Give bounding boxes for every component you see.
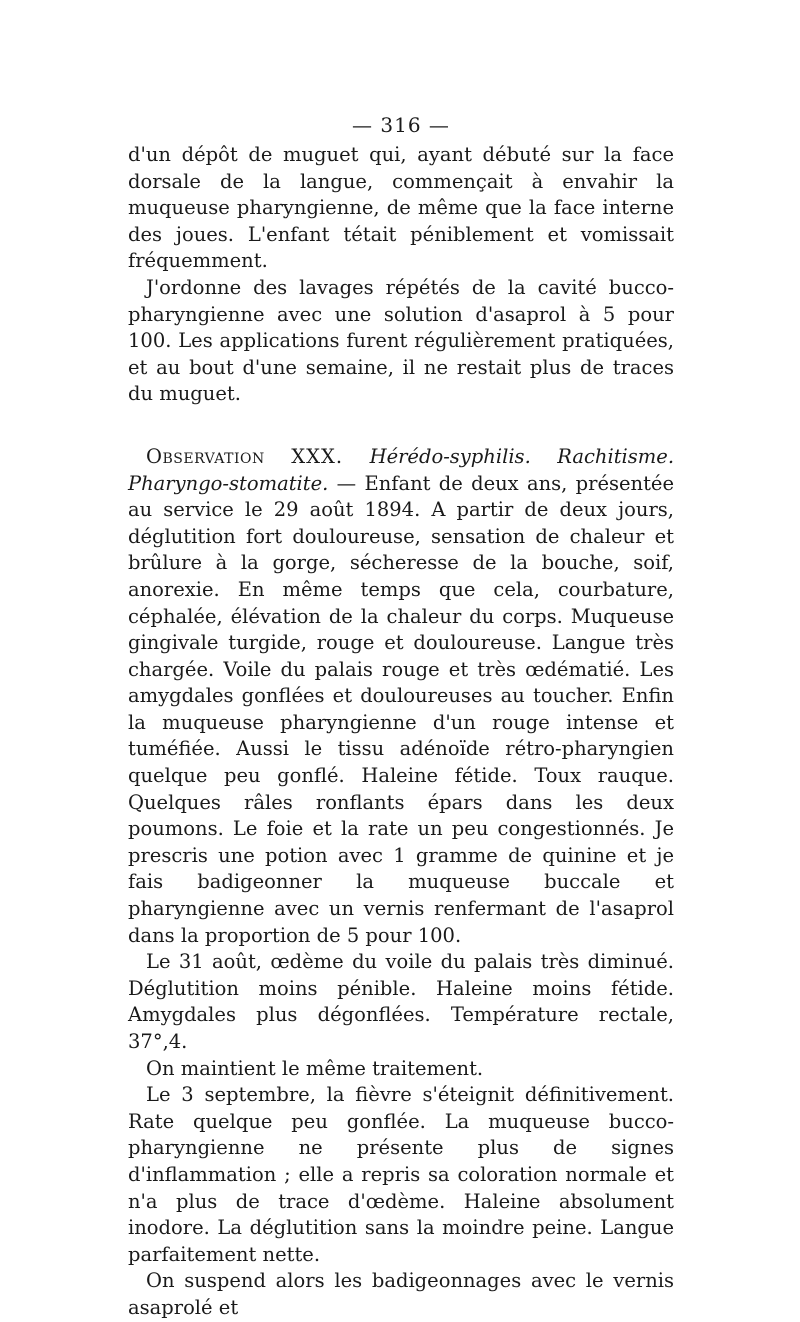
- page-number: — 316 —: [352, 113, 450, 137]
- paragraph-final: On suspend alors les badigeonnages avec le vernis asaprolé et: [128, 1269, 674, 1319]
- observation-number: XXX.: [291, 444, 344, 468]
- section-gap: [128, 408, 674, 444]
- paragraph-31-aout: Le 31 août, œdème du voile du palais très diminué. Déglutition moins pénible. Haleine moins fétide. Amygdales plus dégonflées. Température rectale, 37°,4.: [128, 950, 674, 1053]
- paragraph-3-septembre: Le 3 septembre, la fièvre s'éteignit définitivement. Rate quelque peu gonflée. La muqueuse bucco-pharyngienne ne présente plus de signes d'inflammation ; elle a repris sa coloration normale et n'a plus de trace d'œdème. Haleine absolument inodore. La déglutition sans la moindre peine. Langue parfaitement nette.: [128, 1083, 674, 1266]
- paragraph-continuation: d'un dépôt de muguet qui, ayant débuté sur la face dorsale de la langue, commençait à envahir la muqueuse pharyngienne, de même que la face interne des joues. L'enfant tétait péniblement et vomissait fréquemment.: [128, 143, 674, 273]
- observation-paragraph: [128, 444, 674, 949]
- book-page: [128, 112, 674, 1322]
- observation-title: Hérédo-syphilis. Rachitisme. Pharyngo-stomatite.: [128, 444, 675, 495]
- observation-label: Observation: [146, 444, 265, 468]
- paragraph-traitement: On maintient le même traitement.: [146, 1056, 484, 1080]
- paragraph-asaprol-treatment: J'ordonne des lavages répétés de la cavité bucco-pharyngienne avec une solution d'asaprol à 5 pour 100. Les applications furent régulièrement pratiquées, et au bout d'une semaine, il ne restait plus de traces du muguet.: [128, 275, 674, 406]
- observation-body: Enfant de deux ans, présentée au service le 29 août 1894. A partir de deux jours, déglutition fort douloureuse, sensation de chaleur et brûlure à la gorge, sécheresse de la bouche, soif, anorexie. En même temps que cela, courbature, céphalée, élévation de la chaleur du corps. Muqueuse gingivale turgide, rouge et douloureuse. Langue très chargée. Voile du palais rouge et très œdématié. Les amygdales gonflées et douloureuses au toucher. Enfin la muqueuse pharyngienne d'un rouge intense et tuméfiée. Aussi le tissu adénoïde rétro-pharyngien quelque peu gonflé. Haleine fétide. Toux rauque. Quelques râles ronflants épars dans les deux poumons. Le foie et la rate un peu congestionnés. Je prescris une potion avec 1 gramme de quinine et je fais badigeonner la muqueuse buccale et pharyngienne avec un vernis renfermant de l'asaprol dans la proportion de 5 pour 100.: [128, 471, 675, 947]
- observation-dash: —: [336, 471, 357, 495]
